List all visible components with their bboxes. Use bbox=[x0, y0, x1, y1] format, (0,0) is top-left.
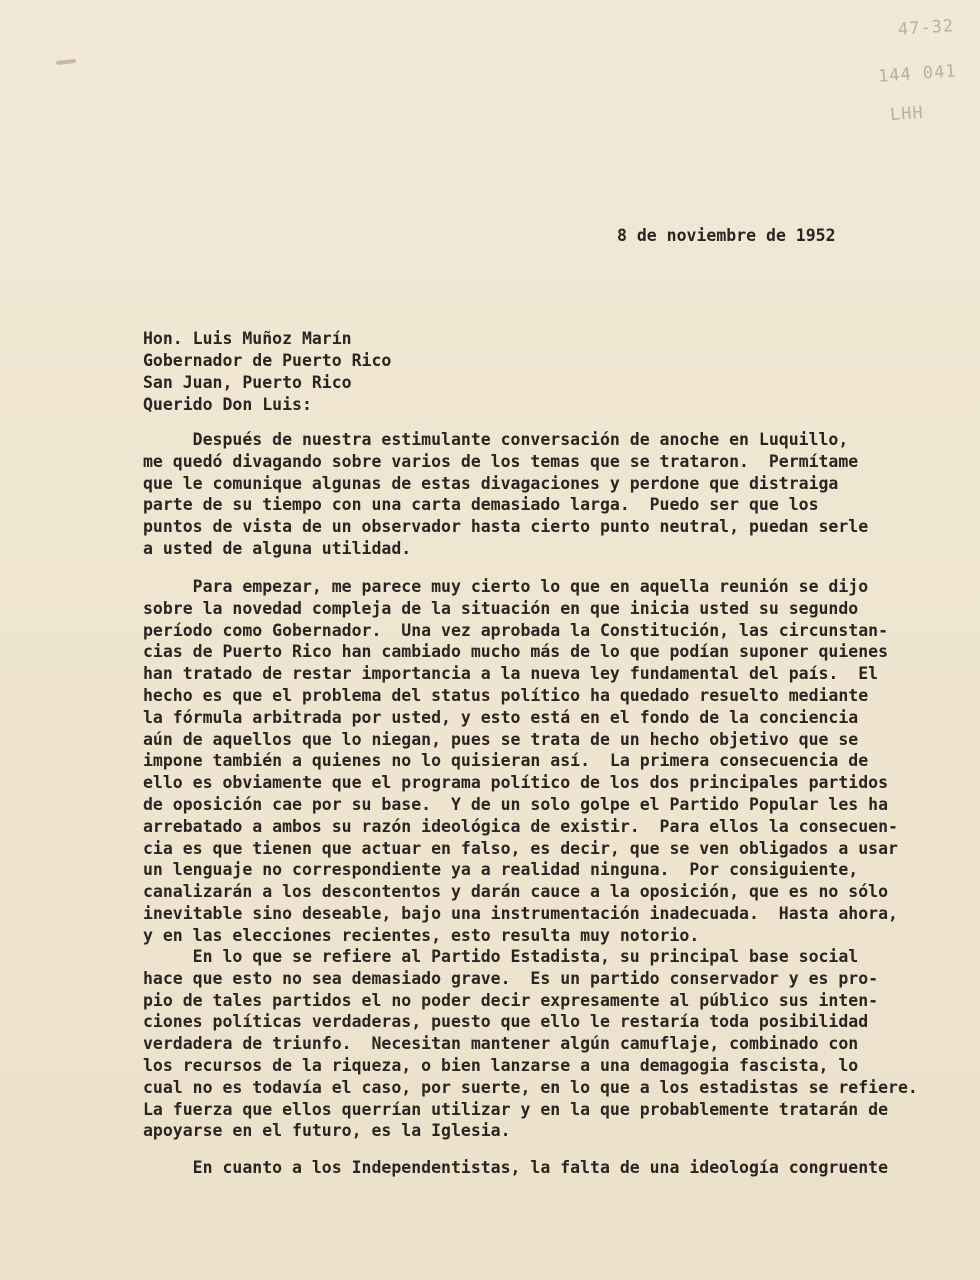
text-line: arrebatado a ambos su razón ideológica de existir. Para ellos la consecuen- bbox=[143, 816, 898, 836]
text-line: canalizarán a los descontentos y darán cauce a la oposición, que es no sólo bbox=[143, 882, 889, 902]
recipient-address bbox=[143, 328, 391, 394]
pencil-mark bbox=[56, 59, 76, 65]
text-line: impone también a quienes no lo quisieran así. La primera consecuencia de bbox=[143, 751, 869, 771]
text-line: me quedó divagando sobre varios de los temas que se trataron. Permítame bbox=[143, 451, 859, 471]
paragraph-1 bbox=[143, 429, 868, 560]
text-line: han tratado de restar importancia a la nueva ley fundamental del país. El bbox=[143, 664, 879, 684]
address-line: San Juan, Puerto Rico bbox=[143, 373, 352, 392]
archive-mark: 144 041 bbox=[877, 61, 958, 87]
text-line: verdadera de triunfo. Necesitan mantener algún camuflaje, combinado con bbox=[143, 1034, 859, 1054]
text-line: La fuerza que ellos querrían utilizar y en la que probablemente tratarán de bbox=[143, 1099, 889, 1119]
text-line: la fórmula arbitrada por usted, y esto está en el fondo de la conciencia bbox=[143, 707, 859, 727]
text-line: inevitable sino deseable, bajo una instrumentación inadecuada. Hasta ahora, bbox=[143, 903, 898, 923]
paragraph-3 bbox=[143, 946, 918, 1142]
text-line: que le comunique algunas de estas divagaciones y perdone que distraiga bbox=[143, 473, 839, 493]
text-line: hace que esto no sea demasiado grave. Es un partido conservador y es pro- bbox=[143, 968, 879, 988]
text-line: cia es que tienen que actuar en falso, es decir, que se ven obligados a usar bbox=[143, 838, 898, 858]
text-line: En cuanto a los Independentistas, la falta de una ideología congruente bbox=[143, 1158, 889, 1177]
text-line: puntos de vista de un observador hasta cierto punto neutral, puedan serle bbox=[143, 517, 869, 537]
text-line: pio de tales partidos el no poder decir expresamente al público sus inten- bbox=[143, 990, 879, 1010]
text-line: sobre la novedad compleja de la situación en que inicia usted su segundo bbox=[143, 598, 859, 618]
text-line: Después de nuestra estimulante conversación de anoche en Luquillo, bbox=[143, 430, 849, 449]
text-line: de oposición cae por su base. Y de un solo golpe el Partido Popular les ha bbox=[143, 794, 889, 814]
paragraph-4 bbox=[143, 1157, 888, 1179]
text-line: a usted de alguna utilidad. bbox=[143, 538, 412, 558]
paragraph-2 bbox=[143, 576, 898, 947]
text-line: aún de aquellos que lo niegan, pues se trata de un hecho objetivo que se bbox=[143, 729, 859, 749]
text-line: parte de su tiempo con una carta demasiado larga. Puedo ser que los bbox=[143, 495, 819, 515]
archive-mark: 47-32 bbox=[897, 16, 955, 40]
archive-mark: LHH bbox=[889, 102, 925, 126]
text-line: y en las elecciones recientes, esto resulta muy notorio. bbox=[143, 925, 700, 945]
salutation: Querido Don Luis: bbox=[143, 395, 312, 414]
text-line: un lenguaje no correspondiente ya a realidad ninguna. Por consiguiente, bbox=[143, 860, 859, 880]
text-line: En lo que se refiere al Partido Estadista, su principal base social bbox=[143, 947, 859, 966]
text-line: cual no es todavía el caso, por suerte, en lo que a los estadistas se refiere. bbox=[143, 1077, 918, 1097]
letter-date: 8 de noviembre de 1952 bbox=[617, 226, 836, 245]
text-line: ello es obviamente que el programa político de los dos principales partidos bbox=[143, 773, 889, 793]
text-line: período como Gobernador. Una vez aprobada la Constitución, las circunstan- bbox=[143, 620, 889, 640]
text-line: cias de Puerto Rico han cambiado mucho más de lo que podían suponer quienes bbox=[143, 642, 889, 662]
text-line: apoyarse en el futuro, es la Iglesia. bbox=[143, 1121, 511, 1141]
text-line: hecho es que el problema del status político ha quedado resuelto mediante bbox=[143, 685, 869, 705]
text-line: Para empezar, me parece muy cierto lo que en aquella reunión se dijo bbox=[143, 577, 869, 596]
address-line: Gobernador de Puerto Rico bbox=[143, 351, 392, 370]
address-line: Hon. Luis Muñoz Marín bbox=[143, 329, 352, 348]
text-line: los recursos de la riqueza, o bien lanzarse a una demagogia fascista, lo bbox=[143, 1055, 859, 1075]
text-line: ciones políticas verdaderas, puesto que ello le restaría toda posibilidad bbox=[143, 1012, 869, 1032]
